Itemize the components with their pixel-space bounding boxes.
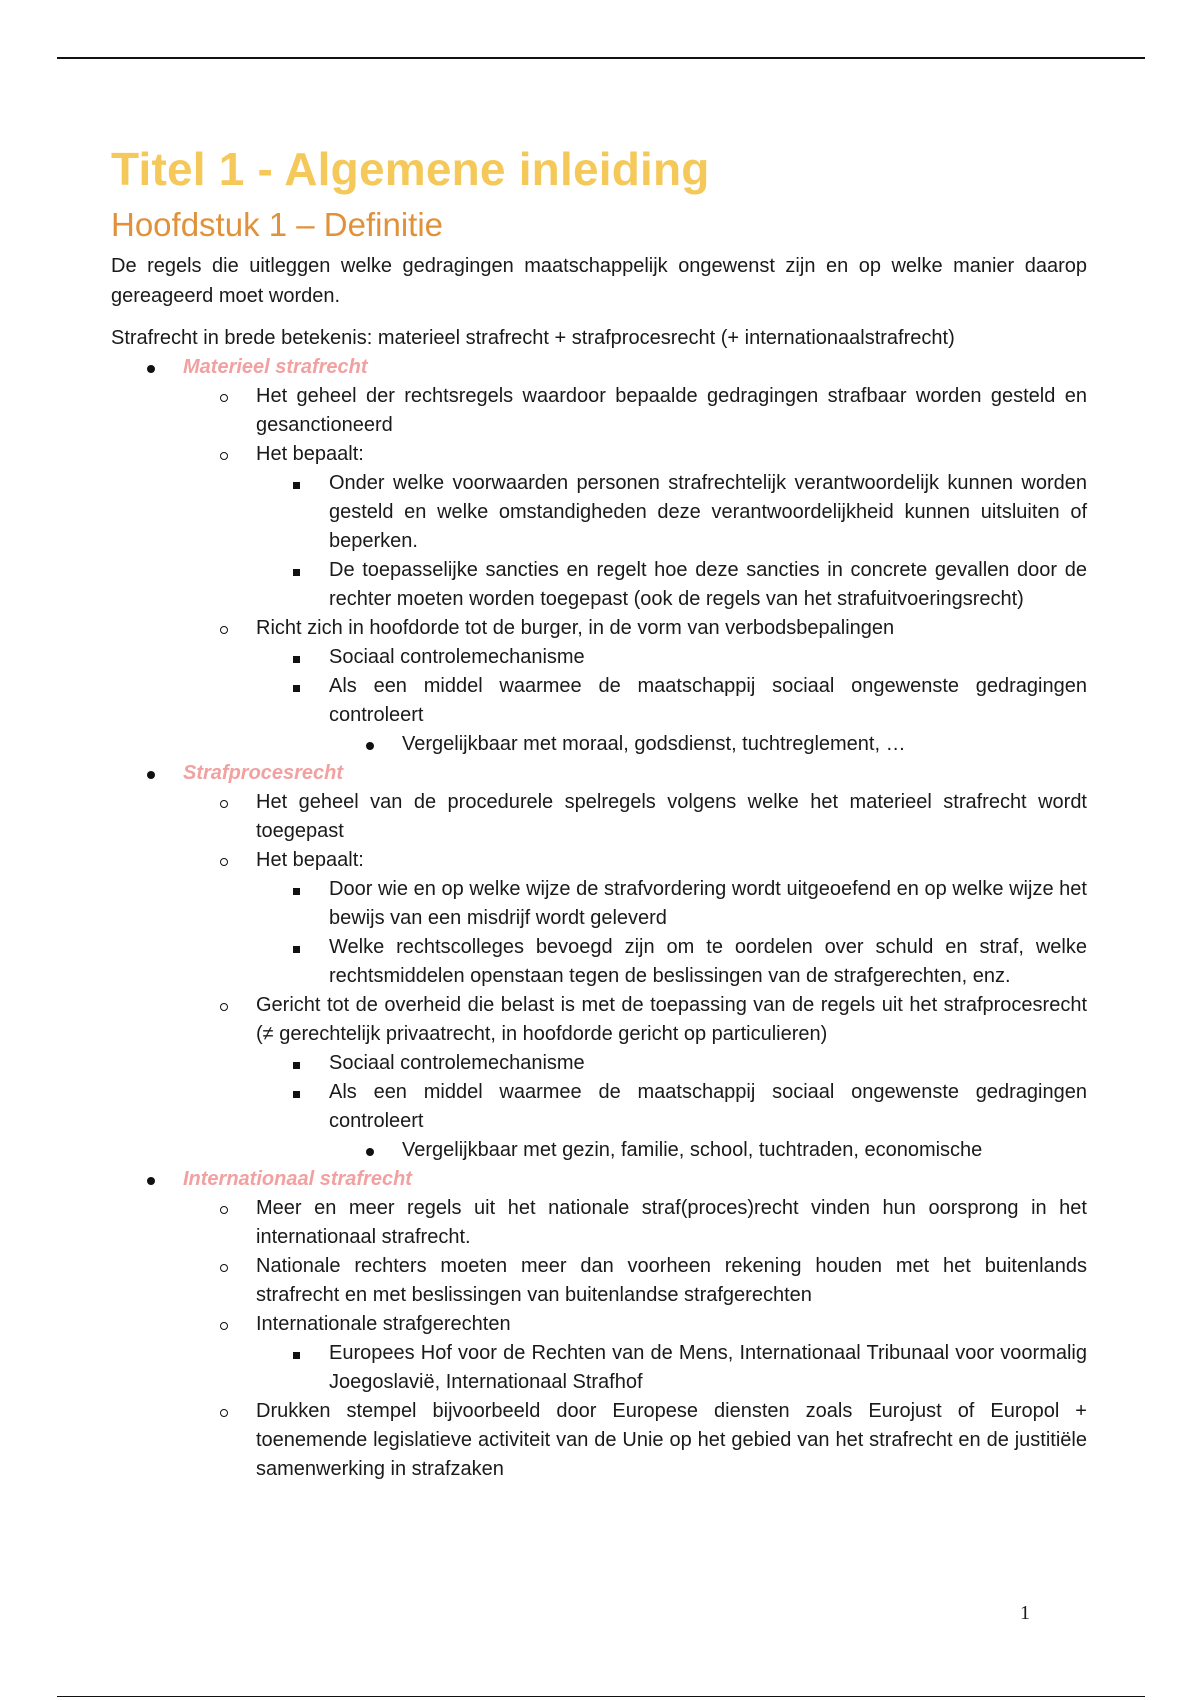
document-title: Titel 1 - Algemene inleiding: [111, 143, 710, 195]
list-item: [111, 1194, 1087, 1252]
bullet-square-icon: [293, 875, 300, 904]
bullet-dot-icon: [147, 1165, 155, 1194]
list-item: [111, 933, 1087, 991]
list-item: [111, 469, 1087, 556]
list-item-text: Als een middel waarmee de maatschappij sociaal ongewenste gedragingen controleert: [329, 675, 1087, 726]
list-item-text: Gericht tot de overheid die belast is met de toepassing van de regels uit het strafprocesrecht (≠ gerechtelijk privaatrecht, in hoofdorde gericht op particulieren): [256, 994, 1087, 1045]
list-item-text: Richt zich in hoofdorde tot de burger, in de vorm van verbodsbepalingen: [256, 617, 895, 639]
bullet-square-icon: [293, 933, 300, 962]
list-item-text: Vergelijkbaar met gezin, familie, school, tuchtraden, economische: [402, 1139, 983, 1161]
list-item: [111, 1049, 1087, 1078]
bullet-square-icon: [293, 469, 300, 498]
list-item-text: Door wie en op welke wijze de strafvordering wordt uitgeoefend en op welke wijze het bewijs van een misdrijf wordt geleverd: [329, 878, 1087, 929]
bullet-ring-icon: [220, 614, 228, 643]
list-item: [111, 875, 1087, 933]
bullet-dot-icon: [366, 1136, 374, 1165]
outline-list: [111, 353, 1087, 1484]
lead-paragraph: Strafrecht in brede betekenis: materieel strafrecht + strafprocesrecht (+ internationaalstrafrecht): [111, 327, 955, 349]
section-label: Strafprocesrecht: [183, 762, 344, 784]
bullet-square-icon: [293, 1078, 300, 1107]
list-item-text: Het bepaalt:: [256, 443, 364, 465]
list-item: [111, 1252, 1087, 1310]
bullet-square-icon: [293, 556, 300, 585]
bullet-dot-icon: [366, 730, 374, 759]
bullet-square-icon: [293, 1049, 300, 1078]
list-item: [111, 1397, 1087, 1484]
definition-paragraph: De regels die uitleggen welke gedragingen maatschappelijk ongewenst zijn en op welke manier daarop gereageerd moet worden.: [111, 255, 1087, 307]
list-item: [111, 846, 1087, 875]
list-item: [111, 440, 1087, 469]
list-item: [111, 991, 1087, 1049]
list-item-text: Meer en meer regels uit het nationale straf(proces)recht vinden hun oorsprong in het internationaal strafrecht.: [256, 1197, 1087, 1248]
list-item: [111, 382, 1087, 440]
list-item-text: Als een middel waarmee de maatschappij sociaal ongewenste gedragingen controleert: [329, 1081, 1087, 1132]
bullet-square-icon: [293, 643, 300, 672]
list-item-text: Vergelijkbaar met moraal, godsdienst, tuchtreglement, …: [402, 733, 906, 755]
bullet-ring-icon: [220, 1397, 228, 1426]
list-item: [111, 788, 1087, 846]
bullet-ring-icon: [220, 1310, 228, 1339]
list-item-text: Sociaal controlemechanisme: [329, 646, 585, 668]
list-item-text: Onder welke voorwaarden personen strafrechtelijk verantwoordelijk kunnen worden gesteld en welke omstandigheden deze verantwoordelijkheid kunnen uitsluiten of beperken.: [329, 472, 1087, 552]
list-item-text: Internationale strafgerechten: [256, 1313, 511, 1335]
list-item: [111, 1078, 1087, 1136]
bullet-ring-icon: [220, 1194, 228, 1223]
bullet-square-icon: [293, 1339, 300, 1368]
bullet-ring-icon: [220, 788, 228, 817]
chapter-heading: Hoofdstuk 1 – Definitie: [111, 206, 444, 243]
section-heading-strafprocesrecht: [111, 759, 1087, 788]
bullet-ring-icon: [220, 991, 228, 1020]
page-number: 1: [1020, 1602, 1030, 1624]
bullet-dot-icon: [147, 759, 155, 788]
list-item-text: Europees Hof voor de Rechten van de Mens, Internationaal Tribunaal voor voormalig Joegoslavië, Internationaal Strafhof: [329, 1342, 1087, 1393]
list-item-text: Welke rechtscolleges bevoegd zijn om te oordelen over schuld en straf, welke rechtsmiddelen openstaan tegen de beslissingen van de strafgerechten, enz.: [329, 936, 1087, 987]
section-label: Materieel strafrecht: [183, 356, 368, 378]
list-item-text: De toepasselijke sancties en regelt hoe deze sancties in concrete gevallen door de rechter moeten worden toegepast (ook de regels van het strafuitvoeringsrecht): [329, 559, 1087, 610]
list-item-text: Het geheel van de procedurele spelregels volgens welke het materieel strafrecht wordt toegepast: [256, 791, 1087, 842]
list-item-text: Drukken stempel bijvoorbeeld door Europese diensten zoals Eurojust of Europol + toenemende legislatieve activiteit van de Unie op het gebied van het strafrecht en de justitiële samenwerking in strafzaken: [256, 1400, 1087, 1480]
bullet-ring-icon: [220, 382, 228, 411]
list-item: [111, 614, 1087, 643]
header-rule: [57, 57, 1145, 59]
bullet-dot-icon: [147, 353, 155, 382]
bullet-ring-icon: [220, 440, 228, 469]
list-item-text: Sociaal controlemechanisme: [329, 1052, 585, 1074]
footer-rule: [57, 1696, 1145, 1697]
list-item: [111, 556, 1087, 614]
list-item: [111, 672, 1087, 730]
page-content: [111, 139, 1087, 1484]
list-item-text: Het bepaalt:: [256, 849, 364, 871]
list-item: [111, 1310, 1087, 1339]
list-item: [111, 1136, 1087, 1165]
list-item: [111, 730, 1087, 759]
list-item: [111, 643, 1087, 672]
list-item: [111, 1339, 1087, 1397]
bullet-square-icon: [293, 672, 300, 701]
section-heading-internationaal: [111, 1165, 1087, 1194]
list-item-text: Nationale rechters moeten meer dan voorheen rekening houden met het buitenlands strafrecht en met beslissingen van buitenlandse strafgerechten: [256, 1255, 1087, 1306]
list-item-text: Het geheel der rechtsregels waardoor bepaalde gedragingen strafbaar worden gesteld en gesanctioneerd: [256, 385, 1087, 436]
bullet-ring-icon: [220, 846, 228, 875]
bullet-ring-icon: [220, 1252, 228, 1281]
section-label: Internationaal strafrecht: [183, 1168, 412, 1190]
section-heading-materieel: [111, 353, 1087, 382]
